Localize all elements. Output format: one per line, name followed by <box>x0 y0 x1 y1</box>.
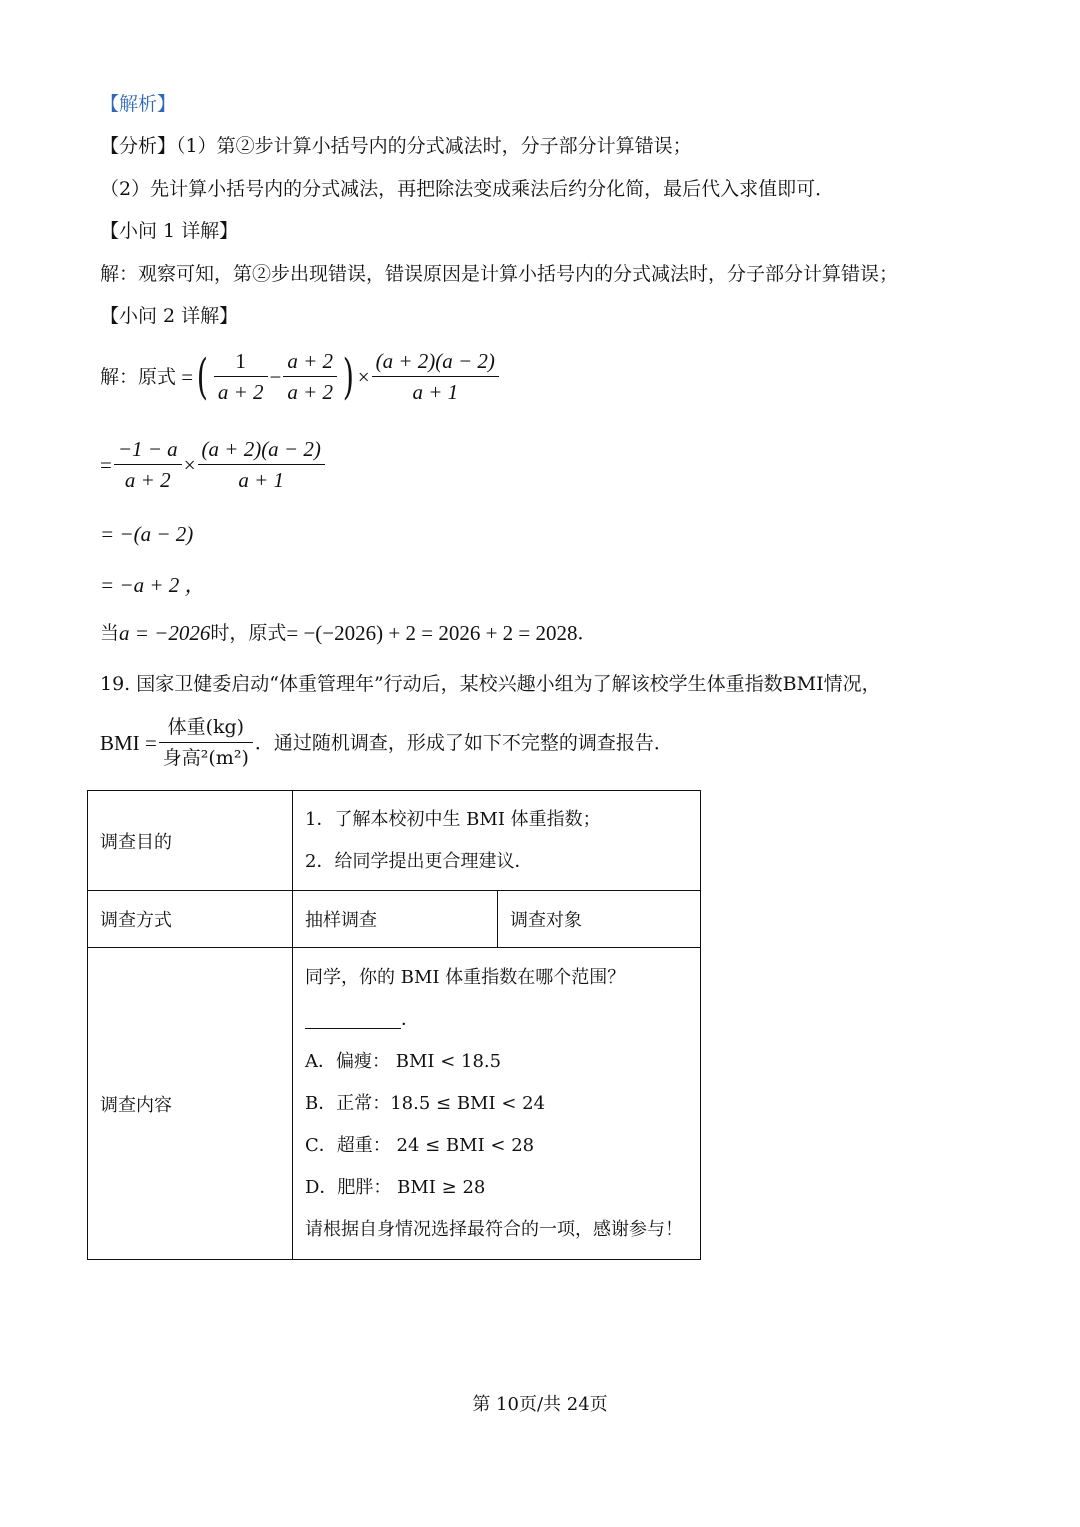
bmi-formula: BMI = $\frac{\text{体重(kg)}}{\text{身高²(m²)}}$ ．通过随机调查，形成了如下不完整的调查报告． <box>100 712 673 773</box>
math-step-5: 当 a = −2026 时，原式 = −(−2026) + 2 = 2026 + 2 = 2028 ． <box>100 621 597 645</box>
q1-title: 【小问 1 详解】 <box>100 220 239 242</box>
option-b: B．正常：18.5 ≤ BMI < 24 <box>305 1092 546 1114</box>
q1-text: 解：观察可知，第②步出现错误，错误原因是计算小括号内的分式减法时，分子部分计算错误； <box>100 263 899 285</box>
table-row <box>88 791 701 891</box>
solution-tag: 【解析】 <box>100 93 177 115</box>
survey-table <box>87 790 701 1260</box>
fraction: $\frac{(a + 2)(a - 2)}{a + 1}$ <box>372 346 499 407</box>
table-row <box>88 891 701 948</box>
math-step-1: 解：原式 = ( $\frac{1}{a + 2}$ − $\frac{a + 2}{a + 2}$ ) × $\frac{(a + 2)(a - 2)}{a + 1}$ <box>100 346 501 407</box>
page-footer: 第 10页/共 24页 <box>472 1394 608 1415</box>
row-label: 调查方式 <box>88 891 293 948</box>
content-cell: 同学，你的 BMI 体重指数在哪个范围？ ． A．偏瘦： BMI < 18.5 B．正常：18.5 ≤ BMI < 24 C．超重： 24 ≤ BMI < 28 D．肥胖： BMI ≥ 28 请根据自身情况选择最符合的一项，感谢参与！ <box>293 948 701 1260</box>
fraction: $\frac{(a + 2)(a - 2)}{a + 1}$ <box>198 434 325 495</box>
step1-prefix: 解：原式 <box>100 365 177 388</box>
option-d: D．肥胖： BMI ≥ 28 <box>305 1176 486 1198</box>
target-cell: 调查对象 <box>498 891 701 948</box>
question-19-intro: 19. 国家卫健委启动“体重管理年”行动后，某校兴趣小组为了解该校学生体重指数BMI情况， <box>100 673 881 695</box>
row-label: 调查内容 <box>88 948 293 1260</box>
math-step-4: = −a + 2 ， <box>100 573 206 597</box>
option-c: C．超重： 24 ≤ BMI < 28 <box>305 1134 535 1156</box>
fraction: $\frac{-1 - a}{a + 2}$ <box>114 434 182 495</box>
math-step-3: = −(a − 2) <box>100 522 194 546</box>
purpose-cell: 1．了解本校初中生 BMI 体重指数； 2．给同学提出更合理建议． <box>293 791 701 891</box>
math-step-2: = $\frac{-1 - a}{a + 2}$ × $\frac{(a + 2)(a - 2)}{a + 1}$ <box>100 434 327 495</box>
table-row <box>88 948 701 1260</box>
fraction: $\frac{1}{a + 2}$ <box>214 346 268 407</box>
option-a: A．偏瘦： BMI < 18.5 <box>305 1050 502 1072</box>
q2-title: 【小问 2 详解】 <box>100 305 239 327</box>
fraction: $\frac{\text{体重(kg)}}{\text{身高²(m²)}}$ <box>159 712 253 773</box>
analysis-line-2: （2）先计算小括号内的分式减法，再把除法变成乘法后约分化简，最后代入求值即可． <box>100 178 835 200</box>
method-cell: 抽样调查 <box>293 891 498 948</box>
analysis-line-1: 【分析】（1）第②步计算小括号内的分式减法时，分子部分计算错误； <box>100 135 692 157</box>
fraction: $\frac{a + 2}{a + 2}$ <box>283 346 337 407</box>
row-label: 调查目的 <box>88 791 293 891</box>
answer-blank: ． <box>305 999 688 1041</box>
